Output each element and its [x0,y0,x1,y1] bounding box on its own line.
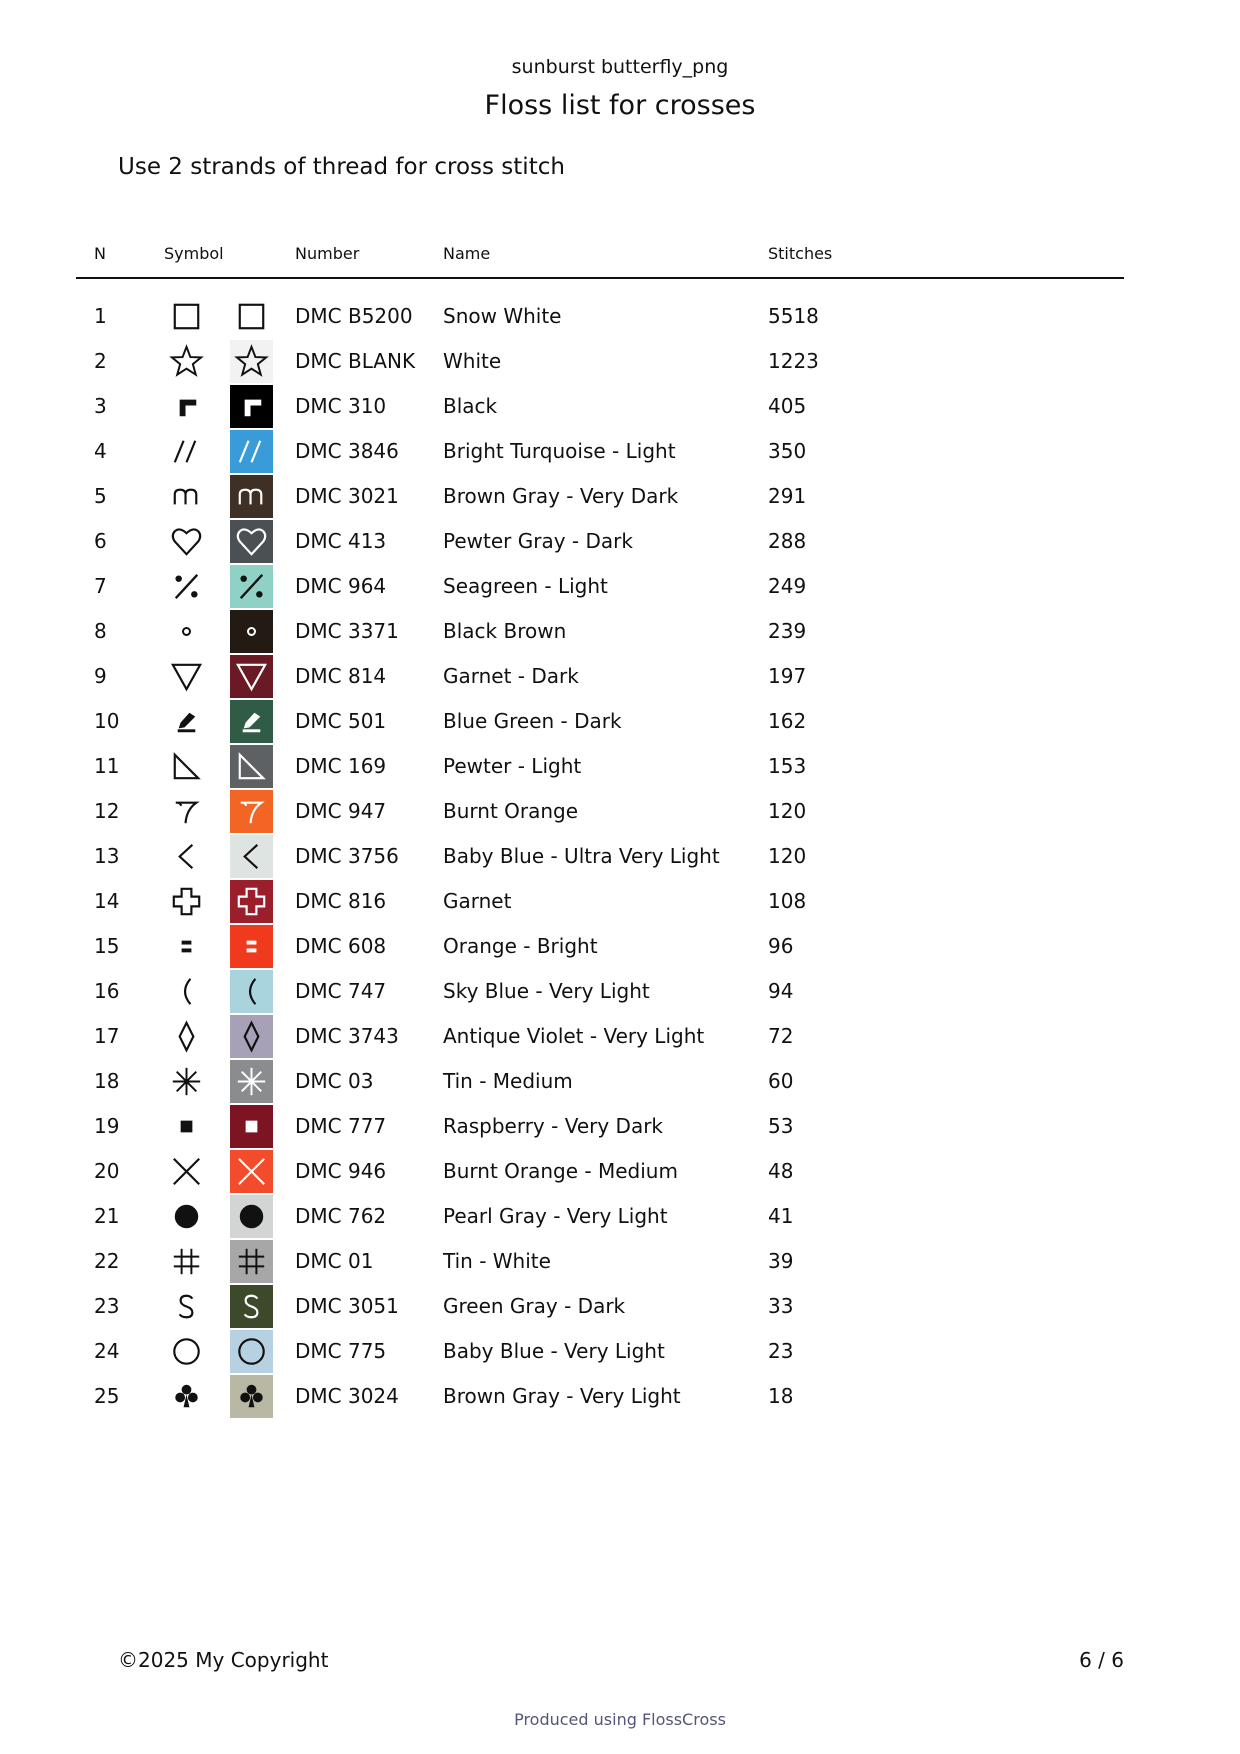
floss-name: Black Brown [443,619,567,643]
stitch-count: 60 [768,1069,794,1093]
table-row [0,699,1240,744]
stitch-count: 41 [768,1204,794,1228]
table-row [0,834,1240,879]
floss-name: Orange - Bright [443,934,598,958]
floss-name: Tin - Medium [443,1069,573,1093]
column-header-n: N [94,244,106,263]
m-shape-icon [165,475,208,518]
floss-name: Pearl Gray - Very Light [443,1204,668,1228]
stitch-count: 291 [768,484,807,508]
color-swatch [230,700,273,743]
double-slash-icon [165,430,208,473]
cross-outline-icon [165,880,208,923]
diamond-outline-icon [165,1015,208,1058]
stitch-count: 53 [768,1114,794,1138]
floss-name: Pewter - Light [443,754,582,778]
pen-nib-icon [165,700,208,743]
heart-outline-icon [165,520,208,563]
color-swatch [230,1240,273,1283]
copyright-text: ©2025 My Copyright [118,1648,329,1672]
floss-name: Snow White [443,304,562,328]
floss-number: DMC 3021 [295,484,399,508]
floss-name: Baby Blue - Ultra Very Light [443,844,720,868]
color-swatch [230,610,273,653]
row-index: 25 [94,1384,120,1408]
stitch-count: 239 [768,619,807,643]
color-swatch [230,880,273,923]
floss-number: DMC 310 [295,394,387,418]
stitch-count: 48 [768,1159,794,1183]
stitch-count: 5518 [768,304,819,328]
floss-number: DMC 3846 [295,439,399,463]
floss-number: DMC 747 [295,979,387,1003]
x-cross-icon [165,1150,208,1193]
table-row [0,924,1240,969]
square-outline-icon [165,295,208,338]
floss-number: DMC 608 [295,934,387,958]
floss-name: Tin - White [443,1249,551,1273]
less-than-icon [165,835,208,878]
color-swatch [230,925,273,968]
floss-number: DMC 777 [295,1114,387,1138]
floss-number: DMC 3051 [295,1294,399,1318]
row-index: 10 [94,709,120,733]
floss-number: DMC 946 [295,1159,387,1183]
row-index: 22 [94,1249,120,1273]
stitch-count: 120 [768,844,807,868]
stitch-count: 72 [768,1024,794,1048]
floss-name: Burnt Orange - Medium [443,1159,678,1183]
color-swatch [230,520,273,563]
floss-number: DMC 169 [295,754,387,778]
stitch-count: 18 [768,1384,794,1408]
column-header-symbol: Symbol [164,244,224,263]
color-swatch [230,340,273,383]
triangle-down-icon [165,655,208,698]
table-row [0,789,1240,834]
floss-number: DMC B5200 [295,304,413,328]
stitch-count: 108 [768,889,807,913]
row-index: 7 [94,574,107,598]
small-circle-icon [165,610,208,653]
row-index: 5 [94,484,107,508]
stitch-count: 1223 [768,349,819,373]
stitch-count: 197 [768,664,807,688]
floss-number: DMC 3756 [295,844,399,868]
floss-name: Green Gray - Dark [443,1294,626,1318]
row-index: 23 [94,1294,120,1318]
floss-number: DMC 775 [295,1339,387,1363]
row-index: 20 [94,1159,120,1183]
color-swatch [230,1060,273,1103]
page-number: 6 / 6 [1079,1648,1124,1672]
row-index: 8 [94,619,107,643]
stitch-count: 162 [768,709,807,733]
row-index: 17 [94,1024,120,1048]
color-swatch [230,1105,273,1148]
row-index: 1 [94,304,107,328]
stitch-count: 120 [768,799,807,823]
stitch-count: 33 [768,1294,794,1318]
floss-name: Raspberry - Very Dark [443,1114,663,1138]
floss-number: DMC 947 [295,799,387,823]
floss-name: Bright Turquoise - Light [443,439,676,463]
produced-by-text: Produced using FlossCross [514,1710,726,1729]
table-row [0,1239,1240,1284]
row-index: 21 [94,1204,120,1228]
color-swatch [230,790,273,833]
table-row [0,969,1240,1014]
row-index: 19 [94,1114,120,1138]
corner-bracket-icon [165,385,208,428]
floss-number: DMC 814 [295,664,387,688]
floss-name: Pewter Gray - Dark [443,529,633,553]
row-index: 6 [94,529,107,553]
table-row [0,879,1240,924]
table-row [0,339,1240,384]
floss-number: DMC 3743 [295,1024,399,1048]
row-index: 2 [94,349,107,373]
row-index: 13 [94,844,120,868]
floss-name: Burnt Orange [443,799,579,823]
page-title: Floss list for crosses [484,90,756,121]
strand-instruction: Use 2 strands of thread for cross stitch [118,154,565,180]
floss-number: DMC 816 [295,889,387,913]
color-swatch [230,1015,273,1058]
color-swatch [230,475,273,518]
table-row [0,384,1240,429]
floss-number: DMC 762 [295,1204,387,1228]
filled-circle-icon [165,1195,208,1238]
floss-name: Brown Gray - Very Dark [443,484,679,508]
stitch-count: 23 [768,1339,794,1363]
row-index: 16 [94,979,120,1003]
floss-number: DMC 03 [295,1069,374,1093]
hash-icon [165,1240,208,1283]
row-index: 3 [94,394,107,418]
table-row [0,1059,1240,1104]
row-index: 11 [94,754,120,778]
table-row [0,1329,1240,1374]
color-swatch [230,1285,273,1328]
floss-number: DMC 501 [295,709,387,733]
color-swatch [230,385,273,428]
stitch-count: 350 [768,439,807,463]
table-row [0,519,1240,564]
row-index: 15 [94,934,120,958]
row-index: 14 [94,889,120,913]
row-index: 9 [94,664,107,688]
floss-number: DMC 3371 [295,619,399,643]
row-index: 12 [94,799,120,823]
row-index: 18 [94,1069,120,1093]
floss-name: Baby Blue - Very Light [443,1339,665,1363]
percent-icon [165,565,208,608]
equals-bar-icon [165,925,208,968]
color-swatch [230,430,273,473]
table-row [0,1374,1240,1419]
circle-outline-icon [165,1330,208,1373]
table-row [0,1014,1240,1059]
table-row [0,744,1240,789]
asterisk-icon [165,1060,208,1103]
column-header-name: Name [443,244,491,263]
table-row [0,564,1240,609]
stitch-count: 94 [768,979,794,1003]
table-row [0,654,1240,699]
row-index: 24 [94,1339,120,1363]
s-glyph-icon [165,1285,208,1328]
stitch-count: 39 [768,1249,794,1273]
club-icon [165,1375,208,1418]
column-header-stitches: Stitches [768,244,833,263]
color-swatch [230,295,273,338]
color-swatch [230,1150,273,1193]
floss-name: Blue Green - Dark [443,709,622,733]
row-index: 4 [94,439,107,463]
color-swatch [230,970,273,1013]
floss-name: Garnet [443,889,512,913]
seven-glyph-icon [165,790,208,833]
table-row [0,609,1240,654]
floss-name: Black [443,394,498,418]
floss-name: Antique Violet - Very Light [443,1024,705,1048]
floss-name: White [443,349,502,373]
floss-name: Sky Blue - Very Light [443,979,650,1003]
color-swatch [230,745,273,788]
floss-number: DMC 413 [295,529,387,553]
stitch-count: 249 [768,574,807,598]
floss-number: DMC 01 [295,1249,374,1273]
color-swatch [230,835,273,878]
stitch-count: 288 [768,529,807,553]
floss-name: Garnet - Dark [443,664,579,688]
filled-square-icon [165,1105,208,1148]
color-swatch [230,1375,273,1418]
table-row [0,294,1240,339]
table-row [0,474,1240,519]
floss-number: DMC 964 [295,574,387,598]
color-swatch [230,655,273,698]
pattern-name: sunburst butterfly_png [511,56,729,78]
table-row [0,1194,1240,1239]
floss-name: Brown Gray - Very Light [443,1384,681,1408]
stitch-count: 96 [768,934,794,958]
floss-number: DMC BLANK [295,349,416,373]
column-header-number: Number [295,244,360,263]
color-swatch [230,1330,273,1373]
color-swatch [230,565,273,608]
table-row [0,1104,1240,1149]
floss-name: Seagreen - Light [443,574,608,598]
table-row [0,429,1240,474]
stitch-count: 153 [768,754,807,778]
star-outline-icon [165,340,208,383]
table-row [0,1284,1240,1329]
header-divider [76,277,1124,279]
stitch-count: 405 [768,394,807,418]
table-row [0,1149,1240,1194]
right-triangle-icon [165,745,208,788]
left-parenthesis-icon [165,970,208,1013]
floss-number: DMC 3024 [295,1384,399,1408]
color-swatch [230,1195,273,1238]
